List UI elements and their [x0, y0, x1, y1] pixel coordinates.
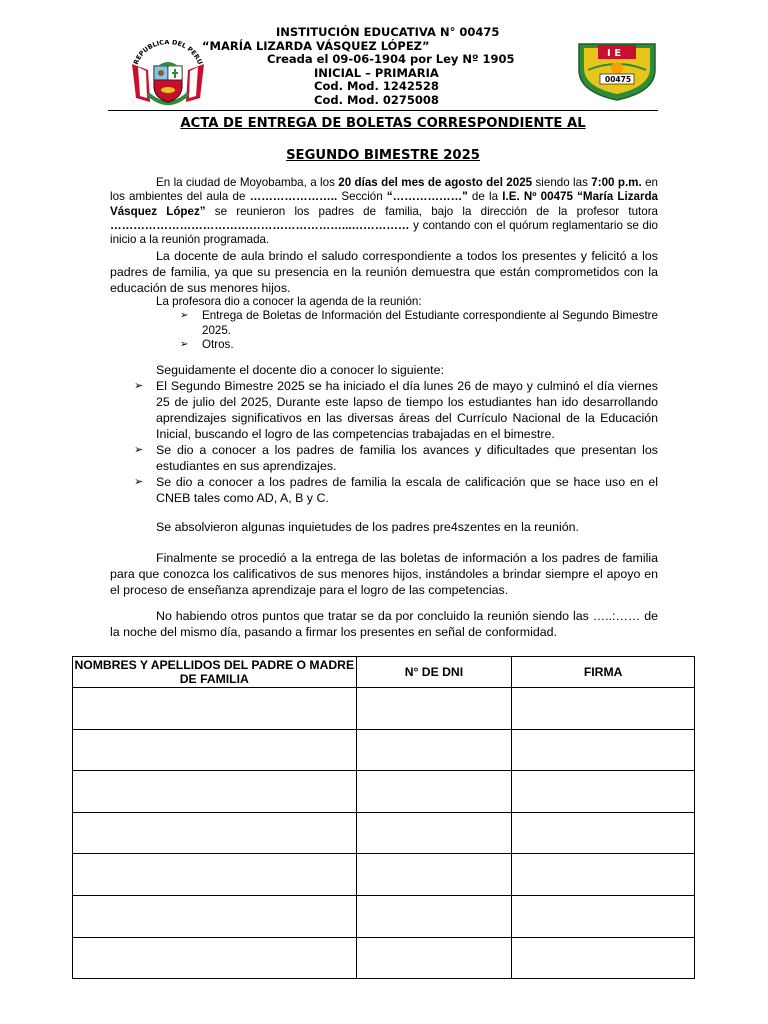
dni-cell[interactable] [356, 688, 512, 730]
signature-cell[interactable] [512, 688, 695, 730]
opening-paragraph: En la ciudad de Moyobamba, a los 20 días del mes de agosto del 2025 siendo las 7:00 p.m. en los ambientes del aula de ………………….. Sección “………………" de la I.E. Nº 00475 “María Lizarda Vásquez López” se reunieron los padres de familia, bajo la dirección de la profesor tutora ……………………………………………………...…………… y contando con el quórum reglamentario se dio inicio a la reunión programada. [110, 176, 659, 247]
table-row [73, 854, 695, 896]
institution-code-1: Cod. Mod. 1242528 [314, 79, 439, 94]
agenda-section [110, 295, 658, 352]
signature-cell[interactable] [512, 729, 695, 771]
closing-paragraph: No habiendo otros puntos que tratar se da por concluido la reunión siendo las …..:…… de la noche del mismo día, pasando a firmar los presentes en señal de conformidad. [110, 609, 658, 639]
arrow-bullet-icon: ➢ [134, 476, 144, 488]
document-title-line1: ACTA DE ENTREGA DE BOLETAS CORRESPONDIENTE AL [180, 116, 586, 131]
coat-of-arms-caption: REPUBLICA DEL PERU [131, 40, 205, 66]
institution-header [108, 22, 658, 112]
agenda-item: ➢ Entrega de Boletas de Información del Estudiante correspondiente al Segundo Bimestre 2025. [180, 309, 658, 337]
dni-cell[interactable] [356, 895, 512, 937]
signature-cell[interactable] [512, 771, 695, 813]
institution-levels: INICIAL – PRIMARIA [314, 65, 439, 80]
signature-cell[interactable] [512, 937, 695, 979]
arrow-bullet-icon: ➢ [180, 310, 189, 322]
agenda-intro: La profesora dio a conocer la agenda de la reunión: [156, 295, 422, 308]
column-header-signature: FIRMA [512, 657, 695, 688]
arrow-bullet-icon: ➢ [180, 338, 189, 350]
signature-cell[interactable] [512, 812, 695, 854]
information-intro: Seguidamente el docente dio a conocer lo siguiente: [156, 363, 444, 377]
dni-cell[interactable] [356, 854, 512, 896]
table-row [73, 771, 695, 813]
signature-table [72, 656, 695, 979]
institution-code-2: Cod. Mod. 0275008 [314, 93, 439, 107]
name-cell[interactable] [73, 895, 357, 937]
greeting-paragraph: La docente de aula brindo el saludo correspondiente a todos los presentes y felicitó a los padres de familia, ya que su presencia en la reunión demuestra que están comprometidos con la educación de sus menores hijos. [110, 249, 658, 295]
name-cell[interactable] [73, 812, 357, 854]
table-row [73, 937, 695, 979]
dni-cell[interactable] [356, 771, 512, 813]
institution-founding: Creada el 09-06-1904 por Ley Nº 1905 [267, 52, 515, 67]
delivery-paragraph: Finalmente se procedió a la entrega de las boletas de información a los padres de familia para que conozca los calificativos de sus menores hijos, instándoles a brindar siempre el apoyo en el proceso de enseñanza aprendizaje para el logro de las competencias. [110, 551, 658, 597]
signature-cell[interactable] [512, 854, 695, 896]
information-item: ➢ Se dio a conocer a los padres de familia los avances y dificultades que presentan los estudiantes en sus aprendizajes. [134, 443, 658, 473]
table-row [73, 895, 695, 937]
shield-letters: I E [607, 48, 622, 59]
dni-cell[interactable] [356, 937, 512, 979]
dni-cell[interactable] [356, 812, 512, 854]
signature-cell[interactable] [512, 895, 695, 937]
name-cell[interactable] [73, 729, 357, 771]
name-cell[interactable] [73, 771, 357, 813]
name-cell[interactable] [73, 937, 357, 979]
dni-cell[interactable] [356, 729, 512, 771]
shield-number: 00475 [605, 75, 632, 84]
document-title-line2: SEGUNDO BIMESTRE 2025 [286, 148, 480, 163]
information-item: ➢ El Segundo Bimestre 2025 se ha iniciado el día lunes 26 de mayo y culminó el día viernes 25 de julio del 2025, Durante este lapso de tiempo los estudiantes han ido desarrollando aprendizajes significativos en las diversas áreas del Currículo Nacional de la Educación Inicial, buscando el logro de las competencias trabajadas en el bimestre. [134, 379, 658, 441]
name-cell[interactable] [73, 854, 357, 896]
information-item: ➢ Se dio a conocer a los padres de familia la escala de calificación que se hace uso en el CNEB tales como AD, A, B y C. [134, 475, 658, 505]
arrow-bullet-icon: ➢ [134, 380, 144, 392]
arrow-bullet-icon: ➢ [134, 444, 144, 456]
questions-paragraph: Se absolvieron algunas inquietudes de los padres pre4szentes en la reunión. [156, 520, 579, 534]
information-section [110, 362, 658, 506]
name-cell[interactable] [73, 688, 357, 730]
institution-name: INSTITUCIÓN EDUCATIVA N° 00475 [276, 25, 500, 39]
institution-patron: “MARÍA LIZARDA VÁSQUEZ LÓPEZ” [202, 38, 430, 53]
table-row [73, 688, 695, 730]
table-header-row [73, 657, 695, 688]
column-header-names: NOMBRES Y APELLIDOS DEL PADRE O MADRE DE FAMILIA [74, 658, 355, 686]
agenda-item: ➢ Otros. [180, 337, 234, 351]
table-row [73, 812, 695, 854]
table-row [73, 729, 695, 771]
header-divider [108, 110, 658, 111]
column-header-dni: N° DE DNI [356, 657, 512, 688]
